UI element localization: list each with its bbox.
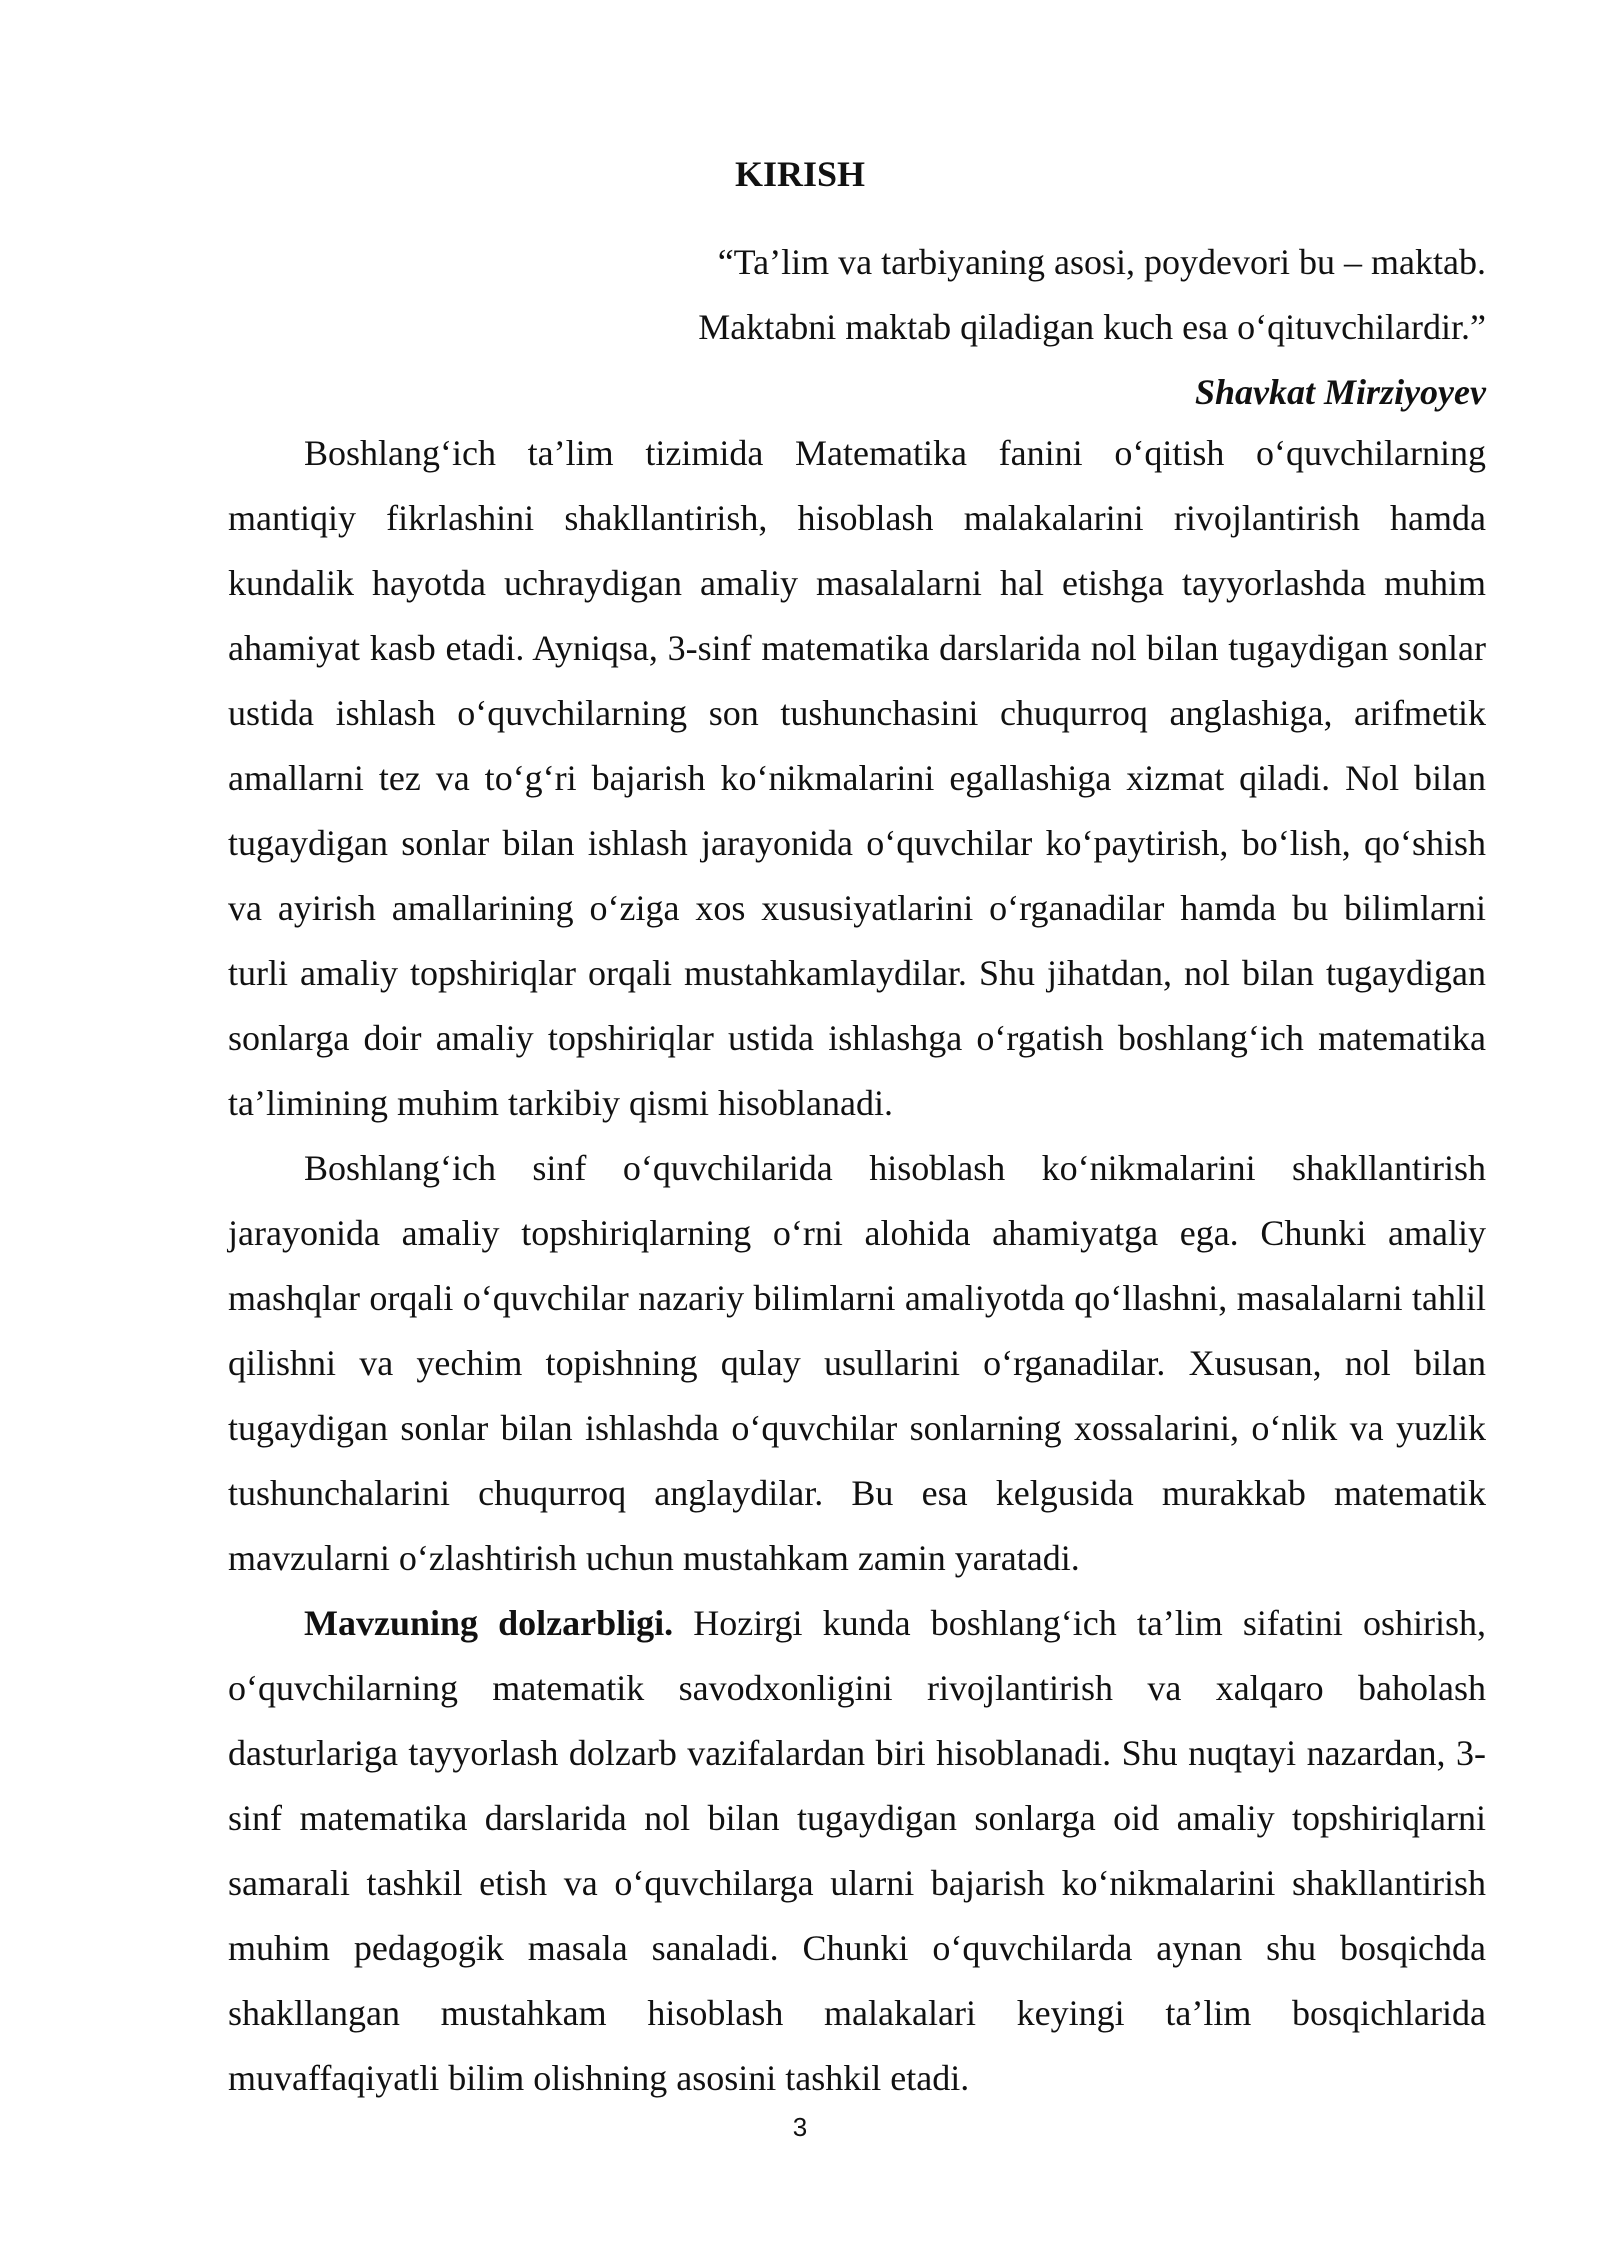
epigraph-author: Shavkat Mirziyoyev: [1195, 372, 1486, 412]
epigraph-line-1: “Ta’lim va tarbiyaning asosi, poydevori bu – maktab.: [717, 242, 1486, 282]
paragraph-relevance: [228, 1591, 1486, 2111]
section-title: KIRISH: [734, 154, 866, 194]
epigraph-line-2: Maktabni maktab qiladigan kuch esa o‘qituvchilardir.”: [698, 307, 1486, 347]
paragraph-skills: Boshlang‘ich sinf o‘quvchilarida hisoblash ko‘nikmalarini shakllantirish jarayonida amaliy topshiriqlarning o‘rni alohida ahamiyatga ega. Chunki amaliy mashqlar orqali o‘quvchilar nazariy bilimlarni amaliyotda qo‘llashni, masalalarni tahlil qilishni va yechim topishning qulay usullarini o‘rganadilar. Xususan, nol bilan tugaydigan sonlar bilan ishlashda o‘quvchilar sonlarning xossalarini, o‘nlik va yuzlik tushunchalarini chuqurroq anglaydilar. Bu esa kelgusida murakkab matematik mavzularni o‘zlashtirish uchun mustahkam zamin yaratadi.: [228, 1148, 1486, 1578]
relevance-text: Hozirgi kunda boshlang‘ich ta’lim sifatini oshirish, o‘quvchilarning matematik savodxonligini rivojlantirish va xalqaro baholash dasturlariga tayyorlash dolzarb vazifalardan biri hisoblanadi. Shu nuqtayi nazardan, 3-sinf matematika darslarida nol bilan tugaydigan sonlarga oid amaliy topshiriqlarni samarali tashkil etish va o‘quvchilarga ularni bajarish ko‘nikmalarini shakllantirish muhim pedagogik masala sanaladi. Chunki o‘quvchilarda aynan shu bosqichda shakllangan mustahkam hisoblash malakalari keyingi ta’lim bosqichlarida muvaffaqiyatli bilim olishning asosini tashkil etadi.: [228, 1603, 1486, 2098]
paragraph-intro: Boshlang‘ich ta’lim tizimida Matematika fanini o‘qitish o‘quvchilarning mantiqiy fikrlashini shakllantirish, hisoblash malakalarini rivojlantirish hamda kundalik hayotda uchraydigan amaliy masalalarni hal etishga tayyorlashda muhim ahamiyat kasb etadi. Ayniqsa, 3-sinf matematika darslarida nol bilan tugaydigan sonlar ustida ishlash o‘quvchilarning son tushunchasini chuqurroq anglashiga, arifmetik amallarni tez va to‘g‘ri bajarish ko‘nikmalarini egallashiga xizmat qiladi. Nol bilan tugaydigan sonlar bilan ishlash jarayonida o‘quvchilar ko‘paytirish, bo‘lish, qo‘shish va ayirish amallarining o‘ziga xos xususiyatlarini o‘rganadilar hamda bu bilimlarni turli amaliy topshiriqlar orqali mustahkamlaydilar. Shu jihatdan, nol bilan tugaydigan sonlarga doir amaliy topshiriqlar ustida ishlashga o‘rgatish boshlang‘ich matematika ta’limining muhim tarkibiy qismi hisoblanadi.: [228, 433, 1486, 1123]
epigraph: [698, 230, 1486, 425]
page-number: 3: [792, 2112, 808, 2142]
relevance-heading: Mavzuning dolzarbligi.: [304, 1603, 674, 1643]
body-text: [228, 421, 1486, 2111]
